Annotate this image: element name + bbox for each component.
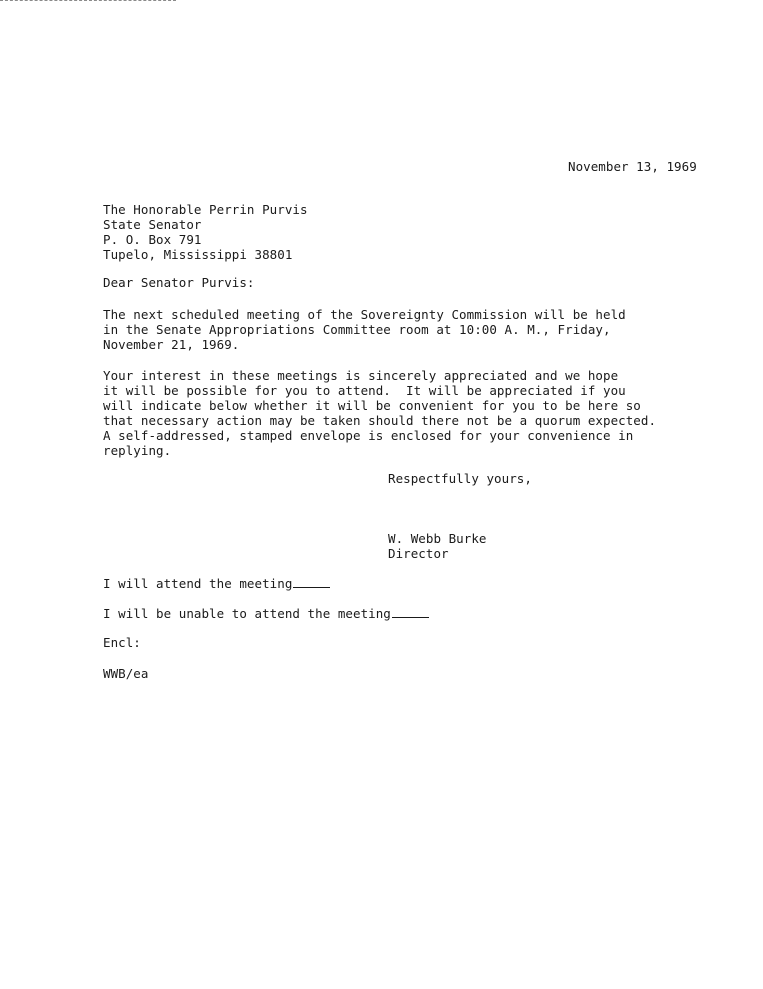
recipient-po-box: P. O. Box 791: [103, 232, 202, 247]
attend-response-blank: [293, 576, 330, 588]
recipient-name: The Honorable Perrin Purvis: [103, 202, 308, 217]
reference-initials: WWB/ea: [103, 666, 149, 681]
unable-response-text: I will be unable to attend the meeting: [103, 606, 391, 621]
signer-title: Director: [388, 546, 449, 561]
scan-edge-dashes: [0, 0, 176, 4]
unable-response-blank: [392, 606, 429, 618]
recipient-address: [103, 202, 308, 262]
attend-response-line: [103, 576, 330, 591]
signature-block: [388, 531, 486, 561]
paragraph-2-line: Your interest in these meetings is sincerely appreciated and we hope: [103, 368, 619, 383]
body-paragraph-2: [103, 368, 656, 458]
salutation: Dear Senator Purvis:: [103, 275, 255, 290]
paragraph-1-line: November 21, 1969.: [103, 337, 240, 352]
signer-name: W. Webb Burke: [388, 531, 487, 546]
attend-response-text: I will attend the meeting: [103, 576, 293, 591]
recipient-title: State Senator: [103, 217, 202, 232]
unable-response-line: [103, 606, 429, 621]
recipient-city: Tupelo, Mississippi 38801: [103, 247, 293, 262]
enclosure-notation: Encl:: [103, 635, 141, 650]
complimentary-closing: Respectfully yours,: [388, 471, 532, 486]
paragraph-2-line: A self-addressed, stamped envelope is enclosed for your convenience in: [103, 428, 634, 443]
paragraph-2-line: that necessary action may be taken should there not be a quorum expected.: [103, 413, 657, 428]
body-paragraph-1: [103, 307, 626, 352]
paragraph-1-line: in the Senate Appropriations Committee room at 10:00 A. M., Friday,: [103, 322, 611, 337]
paragraph-2-line: it will be possible for you to attend. It will be appreciated if you: [103, 383, 626, 398]
paragraph-1-line: The next scheduled meeting of the Sovereignty Commission will be held: [103, 307, 626, 322]
letter-date: November 13, 1969: [568, 159, 697, 174]
paragraph-2-line: will indicate below whether it will be convenient for you to be here so: [103, 398, 641, 413]
paragraph-2-line: replying.: [103, 443, 172, 458]
